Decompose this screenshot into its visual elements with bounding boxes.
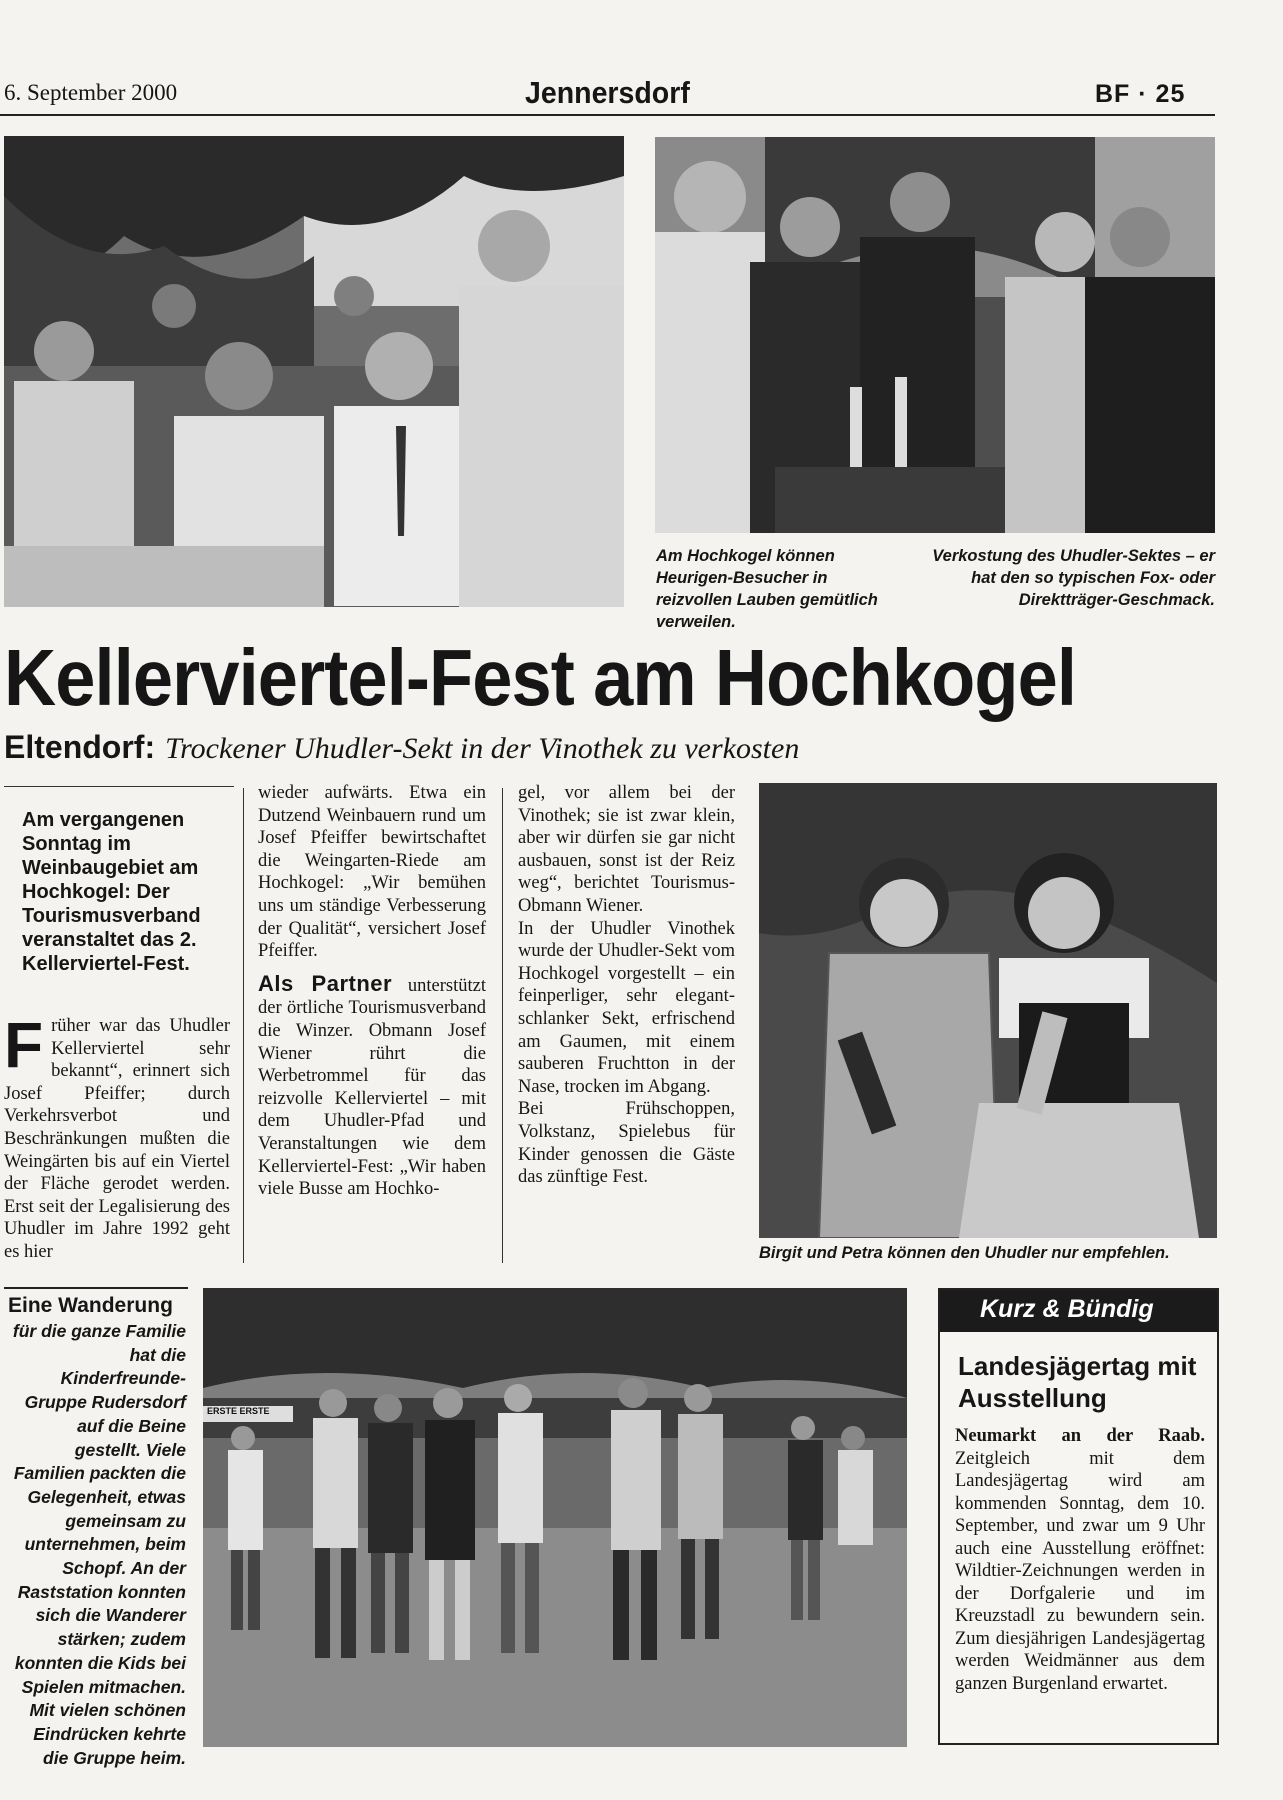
caption-heurigen: Am Hochkogel können Heurigen-Besucher in reizvollen Lauben gemütlich verweilen. bbox=[656, 547, 878, 631]
column-divider bbox=[243, 788, 244, 1263]
photo-family-hike bbox=[203, 1288, 907, 1747]
lead-rule bbox=[4, 786, 234, 787]
kurz-buendig-bar bbox=[940, 1290, 1217, 1332]
caption-birgit-petra: Birgit und Petra können den Uhudler nur empfehlen. bbox=[759, 1244, 1170, 1262]
kurz-buendig-body: Zeitgleich mit dem Landesjägertag wird am kommenden Sonntag, dem 10. September, und zwar um 9 Uhr auch eine Ausstellung eröffnet: Wildtier-Zeichnungen werden in der Dorfgalerie und im Kreuzstadl zu bewundern sein. Zum diesjährigen Landesjägertag werden Weidmänner aus dem ganzen Burgenland erwartet. bbox=[955, 1448, 1205, 1694]
column-3-text-c: Bei Frühschoppen, Volkstanz, Spielebus für Kinder genossen die Gäste das zünftige Fest. bbox=[518, 1099, 735, 1188]
subhead-partner: Als Partner bbox=[258, 970, 393, 996]
photo-birgit-petra bbox=[759, 783, 1217, 1238]
article-lead: Am vergangenen Sonntag im Weinbaugebiet am Hochkogel: Der Tourismusverband veranstaltet das 2. Kellerviertel-Fest. bbox=[22, 809, 201, 975]
wanderung-rule bbox=[4, 1287, 188, 1289]
article-column-2 bbox=[258, 782, 486, 1201]
wanderung-title: Eine Wanderung bbox=[8, 1294, 173, 1317]
article-tagline: Trockener Uhudler-Sekt in der Vinothek zu verkosten bbox=[165, 732, 800, 765]
photo-sekt-tasting bbox=[655, 137, 1215, 533]
column-1-text: rüher war das Uhudler Kellerviertel sehr bekannt“, erinnert sich Josef Pfeiffer; durch Verkehrsverbot und Beschränkungen mußten die Weingärten bis auf ein Viertel der Fläche gerodet werden. Erst seit der Legalisierung des Uhudler im Jahre 1992 geht es hier bbox=[4, 1016, 230, 1262]
drop-cap: F bbox=[4, 1009, 44, 1081]
photo-crowd-toasting bbox=[4, 136, 624, 607]
kurz-buendig-title: Landesjägertag mit Ausstellung bbox=[958, 1351, 1197, 1413]
column-2-text-b: unterstützt der örtliche Tourismusverband die Winzer. Obmann Josef Wiener rührt die Werbetrommel für das reizvolle Kellerviertel – mit dem Uhudler-Pfad und Veranstaltungen wie dem Kellerviertel-Fest: „Wir haben viele Busse am Hochko- bbox=[258, 975, 486, 1200]
column-2-text-a: wieder aufwärts. Etwa ein Dutzend Weinbauern rund um Josef Pfeiffer bewirtschaftet die Weingarten-Riede am Hochkogel: „Wir bemühen uns um ständige Verbesserung der Qualität“, versichert Josef Pfeiffer. bbox=[258, 783, 486, 962]
issue-date: 6. September 2000 bbox=[4, 80, 178, 105]
article-column-1 bbox=[4, 1009, 230, 1264]
column-3-text-a: gel, vor allem bei der Vinothek; sie ist zwar klein, aber wir dürfen sie gar nicht ausbauen, sonst ist der Reiz weg“, berichtet Tourismus-Obmann Wiener. bbox=[518, 783, 735, 916]
caption-verkostung: Verkostung des Uhudler-Sektes – er hat den so typischen Fox- oder Direktträger-Geschmack. bbox=[932, 547, 1215, 609]
article-column-3 bbox=[518, 782, 735, 1189]
page-number: BF · 25 bbox=[1095, 80, 1186, 108]
article-subheadline bbox=[4, 729, 799, 766]
field-banner-text: ERSTE ERSTE bbox=[207, 1406, 270, 1416]
kurz-buendig-label: Kurz & Bündig bbox=[980, 1295, 1154, 1323]
kurz-buendig-text bbox=[955, 1425, 1205, 1695]
header-rule bbox=[0, 114, 1215, 116]
section-title: Jennersdorf bbox=[525, 75, 690, 110]
wanderung-text: für die ganze Familie hat die Kinderfreunde-Gruppe Rudersdorf auf die Beine gestellt. Viele Familien packten die Gelegenheit, etwas gemeinsam zu unternehmen, beim Schopf. An der Raststation konnten sich die Wanderer stärken; zudem konnten die Kids bei Spielen mitmachen. Mit vielen schönen Eindrücken kehrte die Gruppe heim. bbox=[12, 1321, 186, 1768]
column-divider bbox=[502, 788, 503, 1263]
column-3-text-b: In der Uhudler Vinothek wurde der Uhudler-Sekt vom Hochkogel vorgestellt – ein feinperliger, sehr elegant-schlanker Sekt, erfrischend am Gaumen, mit einem sauberen Fruchtton in der Nase, trocken im Abgang. bbox=[518, 918, 735, 1097]
article-place: Eltendorf: bbox=[4, 729, 156, 765]
kurz-buendig-place: Neumarkt an der Raab. bbox=[955, 1426, 1205, 1446]
article-headline: Kellerviertel-Fest am Hochkogel bbox=[4, 633, 1077, 722]
